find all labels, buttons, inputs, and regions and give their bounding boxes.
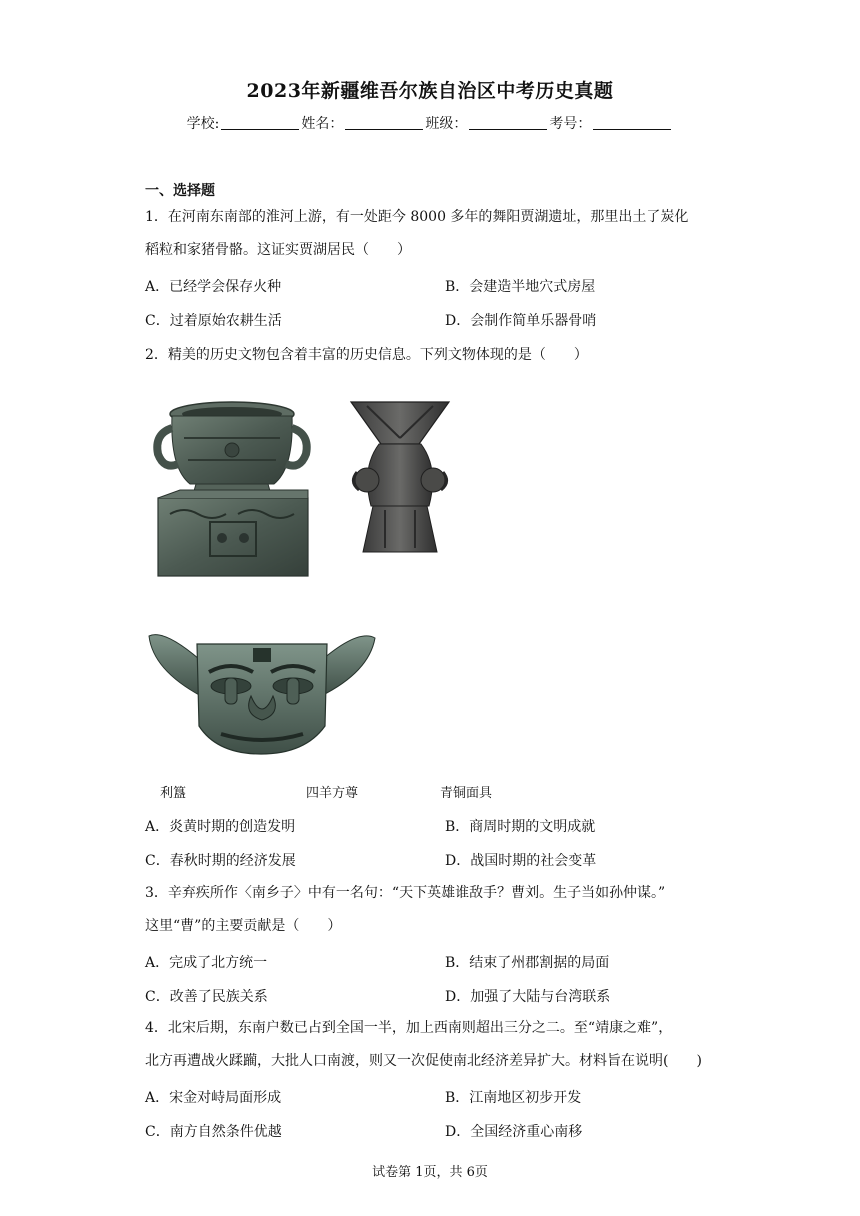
q3-option-b[interactable]: B．结束了州郡割据的局面 (445, 955, 610, 971)
question-4-stem (145, 1012, 720, 1078)
question-3-line-1: 3．辛弃疾所作〈南乡子〉中有一名句：“天下英雄谁敌手？曹刘。生子当如孙仲谋。” (145, 885, 666, 901)
q1-option-a[interactable]: A．已经学会保存火种 (145, 279, 282, 295)
four-ram-zun-image (345, 398, 455, 558)
name-blank[interactable] (345, 117, 423, 130)
q2-option-b[interactable]: B．商周时期的文明成就 (445, 819, 596, 835)
class-label: 班级： (425, 116, 468, 132)
q1-option-c[interactable]: C．过着原始农耕生活 (145, 313, 282, 329)
student-info-row (0, 113, 860, 133)
q3-option-c[interactable]: C．改善了民族关系 (145, 989, 268, 1005)
school-blank[interactable] (221, 117, 299, 130)
q3-option-a[interactable]: A．完成了北方统一 (145, 955, 268, 971)
q4-option-c[interactable]: C．南方自然条件优越 (145, 1124, 282, 1140)
question-4-line-2: 北方再遭战火蹂躏，大批人口南渡，则又一次促使南北经济差异扩大。材料旨在说明( ) (145, 1053, 702, 1069)
question-3-stem (145, 877, 720, 943)
page-footer: 试卷第 1页，共 6页 (372, 1165, 488, 1180)
question-2-stem: 2．精美的历史文物包含着丰富的历史信息。下列文物体现的是（ ） (145, 347, 588, 363)
page-title: 2023年新疆维吾尔族自治区中考历史真题 (246, 80, 614, 102)
question-1-line-2: 稻粒和家猪骨骼。这证实贾湖居民（ ） (145, 242, 411, 258)
class-blank[interactable] (469, 117, 547, 130)
section-heading: 一、选择题 (145, 183, 215, 199)
q1-option-b[interactable]: B．会建造半地穴式房屋 (445, 279, 596, 295)
q4-option-b[interactable]: B．江南地区初步开发 (445, 1090, 582, 1106)
question-1-line-1: 1．在河南东南部的淮河上游，有一处距今 8000 多年的舞阳贾湖遗址，那里出土了炭化 (145, 209, 689, 225)
q4-option-a[interactable]: A．宋金对峙局面形成 (145, 1090, 282, 1106)
caption-bronze-mask: 青铜面具 (440, 786, 493, 801)
bronze-mask-image (145, 626, 380, 758)
exam-no-label: 考号： (549, 116, 592, 132)
caption-four-ram-zun: 四羊方尊 (306, 786, 359, 801)
q2-option-c[interactable]: C．春秋时期的经济发展 (145, 853, 296, 869)
q1-option-d[interactable]: D．会制作简单乐器骨哨 (445, 313, 597, 329)
question-3-line-2: 这里“曹”的主要贡献是（ ） (145, 918, 342, 934)
question-1-stem (145, 201, 720, 267)
name-label: 姓名： (301, 116, 344, 132)
exam-no-blank[interactable] (593, 117, 671, 130)
question-4-line-1: 4．北宋后期，东南户数已占到全国一半，加上西南则超出三分之二。至“靖康之难”， (145, 1020, 673, 1036)
q3-option-d[interactable]: D．加强了大陆与台湾联系 (445, 989, 611, 1005)
li-gui-bronze-image (150, 398, 315, 580)
caption-li-gui: 利簋 (160, 786, 187, 801)
school-label: 学校: (186, 116, 220, 132)
q4-option-d[interactable]: D．全国经济重心南移 (445, 1124, 583, 1140)
q2-option-d[interactable]: D．战国时期的社会变革 (445, 853, 597, 869)
q2-option-a[interactable]: A．炎黄时期的创造发明 (145, 819, 296, 835)
